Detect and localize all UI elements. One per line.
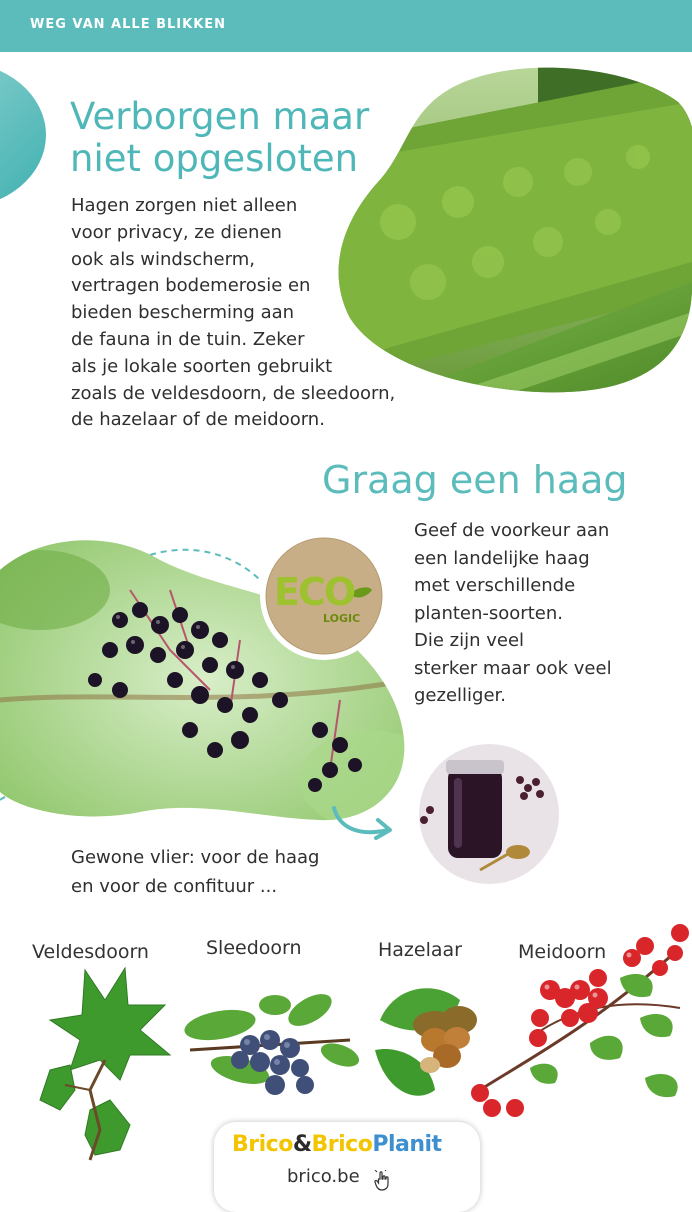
plant-label-veldesdoorn: Veldesdoorn — [32, 941, 149, 963]
brico-logo[interactable] — [232, 1132, 442, 1157]
elderberry-jam-photo — [410, 740, 568, 888]
section-header-bar — [0, 0, 692, 52]
pointer-hand-icon — [374, 1170, 392, 1192]
intro-line: de fauna in de tuin. Zeker — [71, 328, 305, 350]
curved-arrow-icon — [330, 802, 396, 842]
intro-body — [71, 193, 491, 434]
tip-line: Die zijn veel — [414, 630, 525, 651]
section-label: WEG VAN ALLE BLIKKEN — [30, 17, 227, 32]
intro-title-line1: Verborgen maar — [70, 95, 370, 138]
intro-line: voor privacy, ze dienen — [71, 221, 282, 243]
intro-line: Hagen zorgen niet alleen — [71, 195, 298, 216]
tip-line: sterker maar ook veel — [414, 657, 612, 679]
tip-line: Geef de voorkeur aan — [414, 520, 610, 541]
caption-line: Gewone vlier: voor de haag — [71, 847, 320, 868]
eco-badge-subtext: LOGIC — [323, 612, 361, 625]
tip-body — [414, 517, 684, 710]
sleedoorn-branch-image — [180, 990, 365, 1102]
intro-title-line2: niet opgesloten — [70, 137, 359, 180]
eco-badge-text: ECO — [274, 570, 355, 614]
plant-label-meidoorn: Meidoorn — [518, 941, 607, 963]
intro-line: ook als windscherm, — [71, 248, 255, 270]
brand-ampersand: & — [292, 1132, 312, 1157]
meidoorn-berries-image — [470, 918, 692, 1128]
decorative-half-circle — [0, 62, 46, 208]
intro-line: vertragen bodemerosie en — [71, 275, 311, 297]
brand-part: Brico — [232, 1132, 293, 1157]
tip-line: gezelliger. — [414, 685, 506, 706]
intro-line: als je lokale soorten gebruikt — [71, 355, 333, 377]
intro-title — [70, 96, 369, 180]
tip-line: met verschillende — [414, 575, 576, 596]
intro-line: de hazelaar of de meidoorn. — [71, 409, 325, 431]
tip-line: een landelijke haag — [414, 547, 590, 569]
intro-line: zoals de veldesdoorn, de sleedoorn, — [71, 382, 396, 404]
plant-label-sleedoorn: Sleedoorn — [206, 937, 302, 959]
brand-part: Planit — [372, 1132, 442, 1157]
caption-line: en voor de confituur ... — [71, 876, 278, 897]
tip-line: planten-soorten. — [414, 602, 563, 624]
intro-line: bieden bescherming aan — [71, 302, 295, 324]
plant-label-hazelaar: Hazelaar — [378, 939, 462, 961]
elderberry-caption — [71, 843, 391, 901]
website-link[interactable]: brico.be — [287, 1166, 360, 1187]
veldesdoorn-leaf-image — [30, 960, 180, 1165]
brand-part: Brico — [311, 1132, 373, 1157]
tip-title: Graag een haag — [322, 458, 628, 502]
